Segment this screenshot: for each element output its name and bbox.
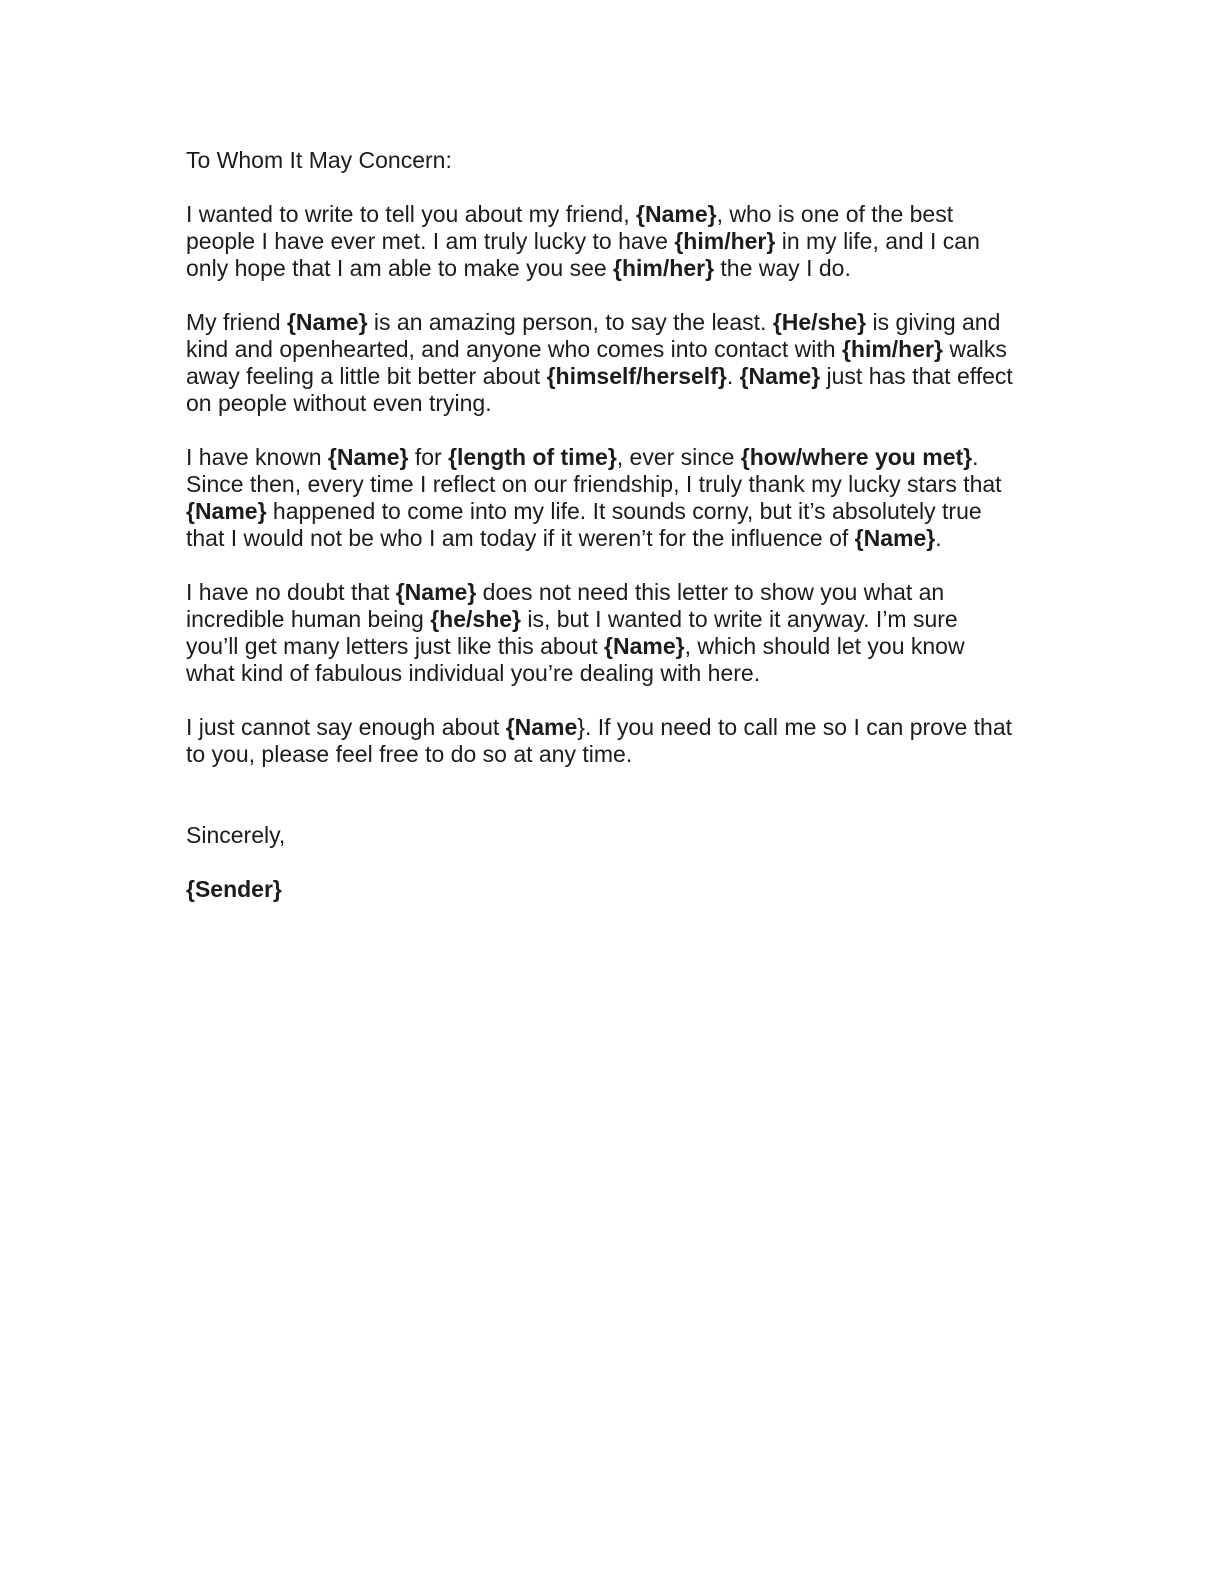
- letter-text: that I would not be who I am today if it weren’t for the influence of: [186, 525, 855, 551]
- letter-text: you’ll get many letters just like this about: [186, 633, 605, 659]
- letter-text: what kind of fabulous individual you’re dealing with here.: [186, 660, 761, 686]
- letter-text: , ever since: [616, 444, 741, 470]
- letter-line: [186, 228, 1146, 255]
- placeholder-token: {Name}: [395, 579, 477, 605]
- placeholder-token: {himself/herself}: [546, 363, 727, 389]
- letter-text: incredible human being: [186, 606, 431, 632]
- letter-paragraph: [186, 579, 1146, 687]
- letter-text: }. If you need to call me so I can prove that: [577, 714, 1012, 740]
- letter-line: [186, 444, 1146, 471]
- closing: Sincerely,: [186, 822, 286, 848]
- paragraphs-container: [186, 201, 1146, 768]
- letter-text: .: [972, 444, 979, 470]
- letter-text: happened to come into my life. It sounds corny, but it’s absolutely true: [266, 498, 982, 524]
- placeholder-token: {him/her}: [613, 255, 715, 281]
- letter-line: [186, 255, 1146, 282]
- letter-text: is, but I wanted to write it anyway. I’m sure: [520, 606, 958, 632]
- letter-text: only hope that I am able to make you see: [186, 255, 614, 281]
- letter-text: .: [935, 525, 942, 551]
- letter-line: [186, 201, 1146, 228]
- letter-line: [186, 363, 1146, 390]
- letter-text: does not need this letter to show you what an: [476, 579, 945, 605]
- letter-text: in my life, and I can: [775, 228, 980, 254]
- letter-text: is an amazing person, to say the least.: [367, 309, 773, 335]
- letter-paragraph: [186, 714, 1146, 768]
- letter-text: I have known: [186, 444, 328, 470]
- letter-paragraph: [186, 444, 1146, 552]
- placeholder-token: {him/her}: [674, 228, 776, 254]
- placeholder-token: {Name}: [636, 201, 717, 227]
- letter-text: I have no doubt that: [186, 579, 396, 605]
- letter-line: [186, 471, 1146, 498]
- letter-line: [186, 606, 1146, 633]
- letter-text: the way I do.: [714, 255, 851, 281]
- letter-line: [186, 309, 1146, 336]
- placeholder-token: {Name}: [739, 363, 821, 389]
- signature: {Sender}: [186, 876, 282, 902]
- placeholder-token: {Name}: [854, 525, 936, 551]
- salutation: To Whom It May Concern:: [186, 147, 452, 173]
- placeholder-token: {Name}: [604, 633, 685, 659]
- letter-text: to you, please feel free to do so at any time.: [186, 741, 633, 767]
- letter-text: people I have ever met. I am truly lucky to have: [186, 228, 675, 254]
- letter-text: My friend: [186, 309, 287, 335]
- letter-text: on people without even trying.: [186, 390, 492, 416]
- placeholder-token: {he/she}: [430, 606, 521, 632]
- letter-text: .: [726, 363, 740, 389]
- letter-text: Since then, every time I reflect on our friendship, I truly thank my lucky stars that: [186, 471, 1002, 497]
- placeholder-token: {He/she}: [772, 309, 867, 335]
- letter-line: [186, 390, 1146, 417]
- letter-text: for: [408, 444, 449, 470]
- placeholder-token: {him/her}: [841, 336, 943, 362]
- placeholder-token: {Name}: [286, 309, 368, 335]
- letter-text: , which should let you know: [684, 633, 965, 659]
- letter-line: [186, 741, 1146, 768]
- letter-line: [186, 633, 1146, 660]
- placeholder-token: {Name: [505, 714, 578, 740]
- placeholder-token: {how/where you met}: [740, 444, 973, 470]
- letter-text: just has that effect: [820, 363, 1013, 389]
- placeholder-token: {length of time}: [448, 444, 617, 470]
- letter-text: is giving and: [866, 309, 1001, 335]
- letter-text: kind and openhearted, and anyone who comes into contact with: [186, 336, 842, 362]
- letter-line: [186, 660, 1146, 687]
- letter-text: , who is one of the best: [716, 201, 954, 227]
- letter-text: I just cannot say enough about: [186, 714, 506, 740]
- letter-line: [186, 498, 1146, 525]
- letter-paragraph: [186, 309, 1146, 417]
- letter-body: [186, 147, 1146, 903]
- letter-line: [186, 336, 1146, 363]
- letter-text: I wanted to write to tell you about my friend,: [186, 201, 637, 227]
- letter-line: [186, 714, 1146, 741]
- letter-paragraph: [186, 201, 1146, 282]
- placeholder-token: {Name}: [327, 444, 409, 470]
- letter-line: [186, 525, 1146, 552]
- letter-text: walks: [942, 336, 1007, 362]
- letter-line: [186, 579, 1146, 606]
- letter-text: away feeling a little bit better about: [186, 363, 547, 389]
- placeholder-token: {Name}: [186, 498, 267, 524]
